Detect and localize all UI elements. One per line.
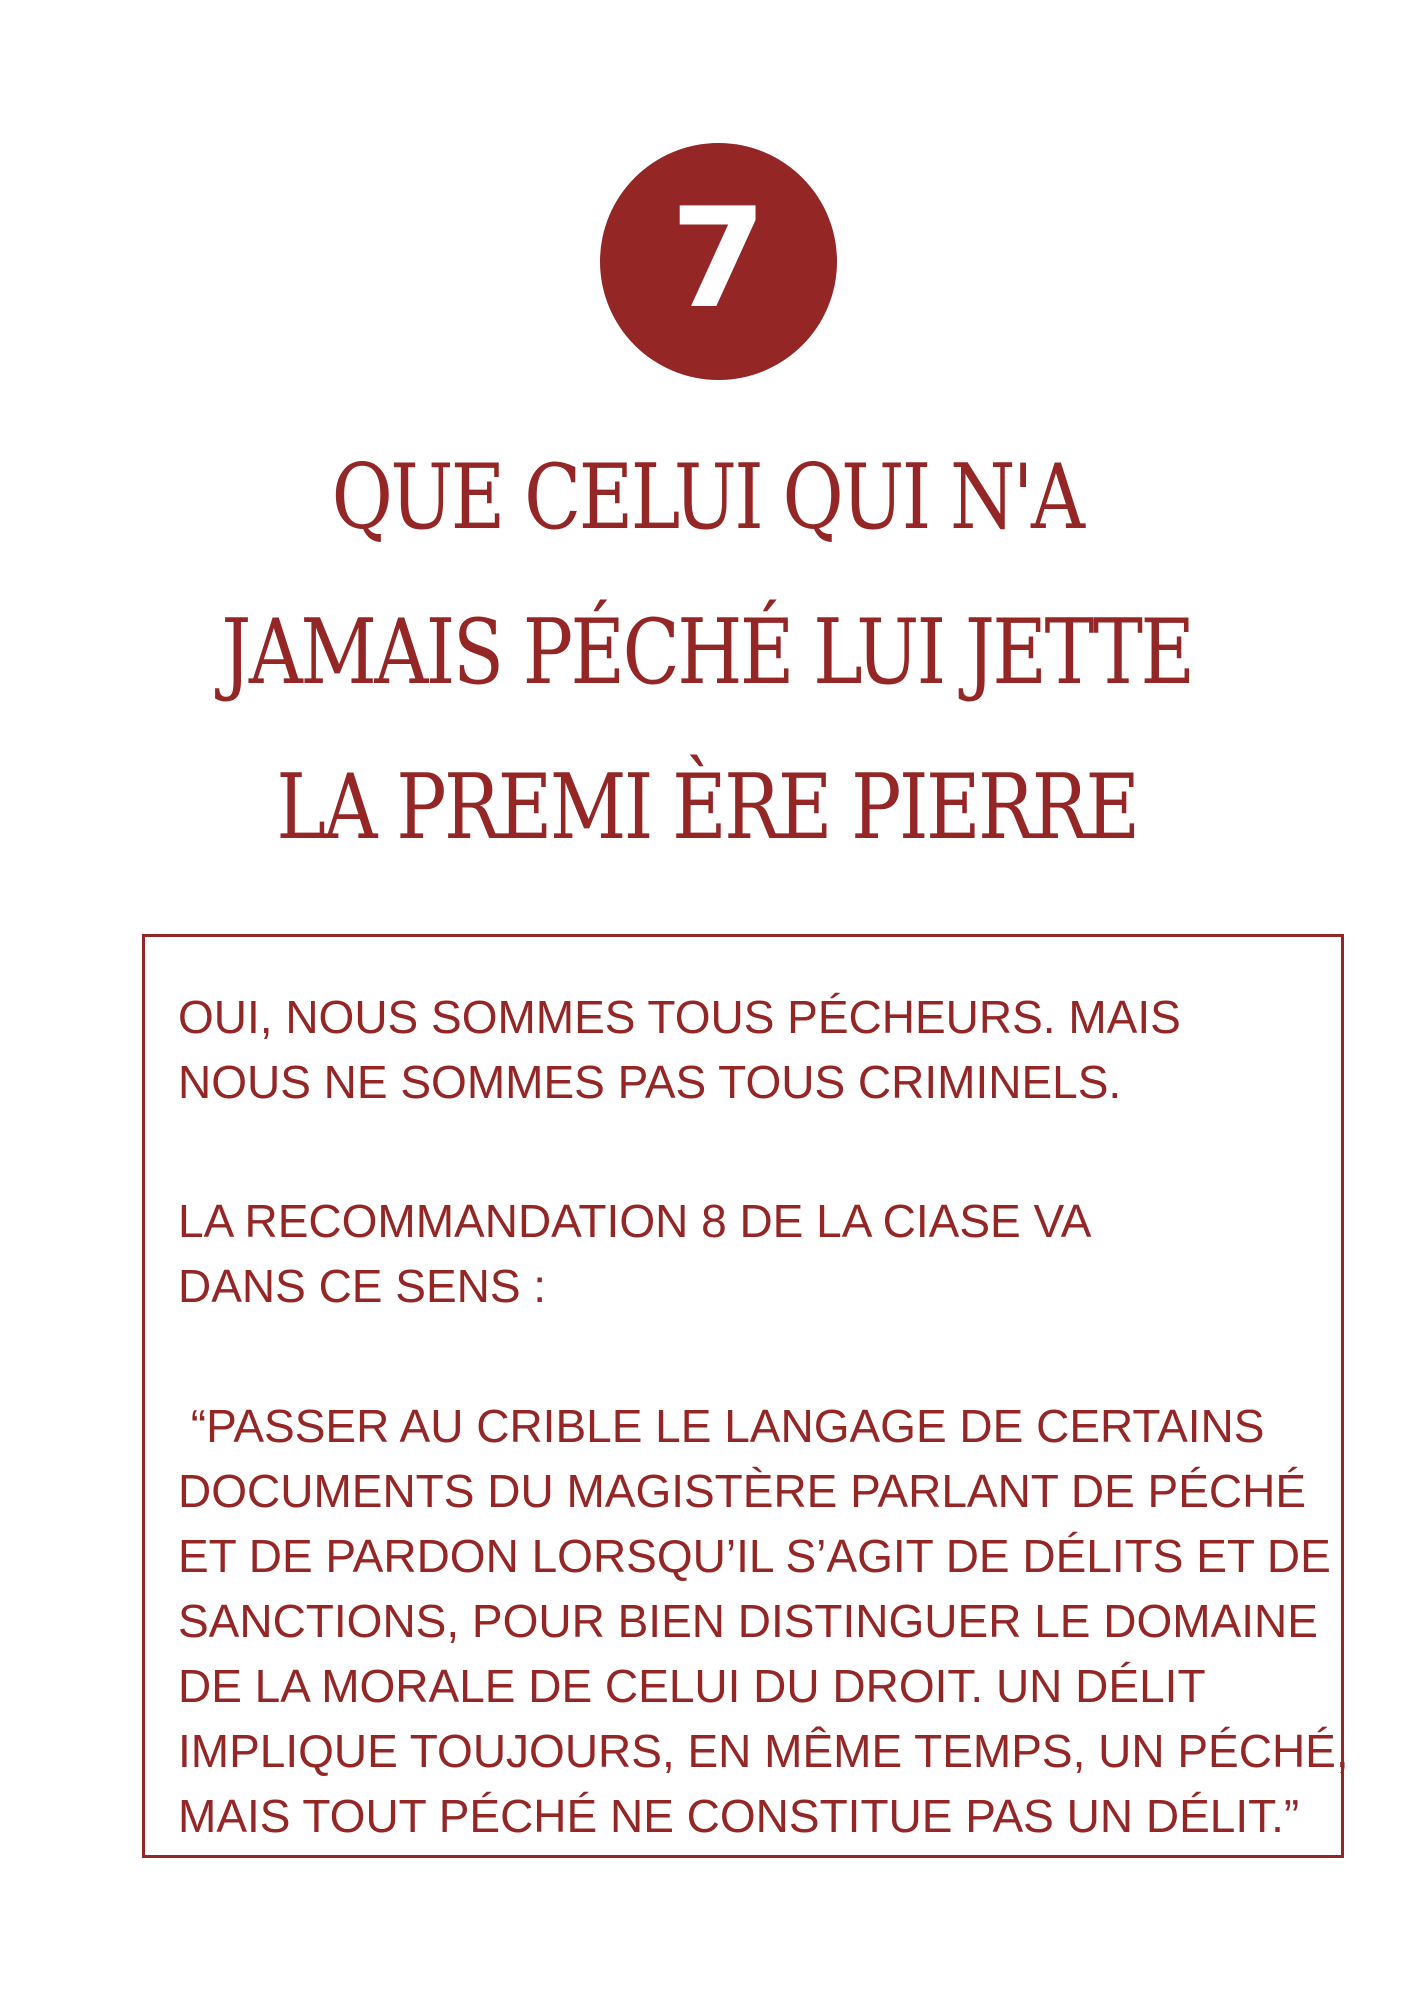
text-line: IMPLIQUE TOUJOURS, EN MÊME TEMPS, UN PÉCHÉ,: [178, 1725, 1349, 1777]
title-line: LA PREMI ÈRE PIERRE: [276, 755, 1138, 860]
page-title: [120, 420, 1294, 885]
text-line: DE LA MORALE DE CELUI DU DROIT. UN DÉLIT: [178, 1660, 1206, 1712]
text-line: SANCTIONS, POUR BIEN DISTINGUER LE DOMAINE: [178, 1595, 1318, 1647]
title-line: QUE CELUI QUI N'A: [331, 445, 1083, 550]
quote-box: [142, 934, 1349, 1858]
text-line: NOUS NE SOMMES PAS TOUS CRIMINELS.: [178, 1056, 1122, 1108]
badge-number: 7: [670, 177, 767, 339]
title-line: JAMAIS PÉCHÉ LUI JETTE: [221, 600, 1193, 705]
quotation-paragraph: [178, 1394, 1349, 1849]
intro-paragraph: [178, 985, 1309, 1115]
text-line: “PASSER AU CRIBLE LE LANGAGE DE CERTAINS: [178, 1400, 1265, 1452]
text-line: LA RECOMMANDATION 8 DE LA CIASE VA: [178, 1195, 1092, 1247]
text-line: OUI, NOUS SOMMES TOUS PÉCHEURS. MAIS: [178, 991, 1181, 1043]
number-badge: [600, 143, 837, 380]
recommendation-paragraph: [178, 1189, 1309, 1319]
text-line: DANS CE SENS :: [178, 1260, 547, 1312]
text-line: DOCUMENTS DU MAGISTÈRE PARLANT DE PÉCHÉ: [178, 1465, 1307, 1517]
text-line: MAIS TOUT PÉCHÉ NE CONSTITUE PAS UN DÉLIT.”: [178, 1790, 1300, 1842]
text-line: ET DE PARDON LORSQU’IL S’AGIT DE DÉLITS ET DE: [178, 1530, 1331, 1582]
